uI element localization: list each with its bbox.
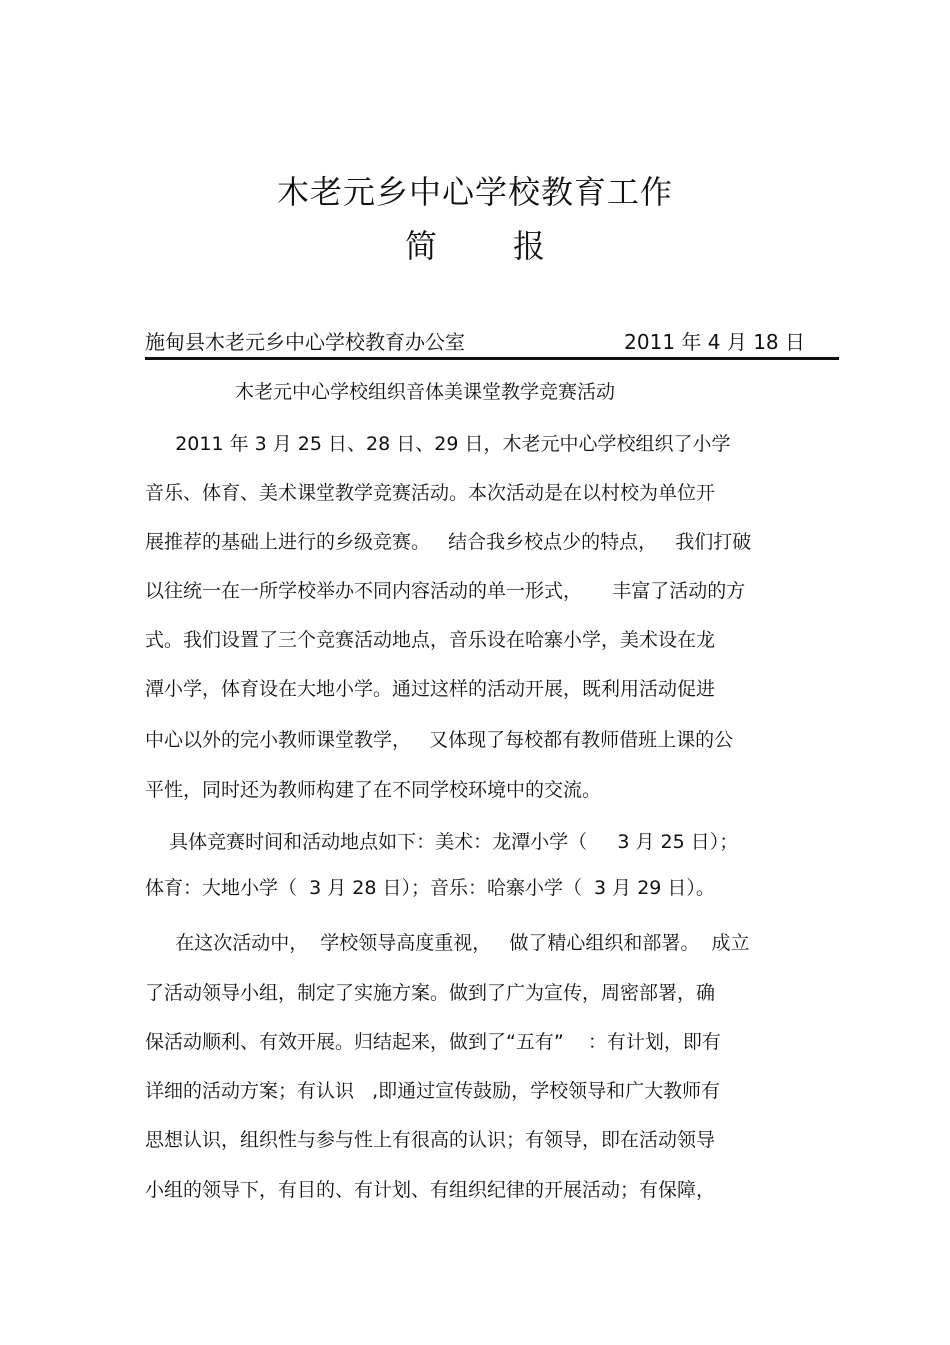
subtitle-char-bao: 报 bbox=[513, 227, 546, 265]
issue-date: 2011 年 4 月 18 日 bbox=[624, 330, 805, 354]
body-line: 思想认识，组织性与参与性上有很高的认识；有领导，即在活动领导 bbox=[145, 1129, 716, 1151]
issuer-date-row bbox=[145, 327, 839, 357]
body-line: 平性，同时还为教师构建了在不同学校环境中的交流。 bbox=[145, 779, 602, 801]
body-line: 2011 年 3 月 25 日、28 日、29 日，木老元中心学校组织了小学 bbox=[145, 433, 731, 455]
body-line: 以往统一在一所学校举办不同内容活动的单一形式， 丰富了活动的方 bbox=[145, 580, 746, 602]
body-line: 音乐、体育、美术课堂教学竞赛活动。本次活动是在以村校为单位开 bbox=[145, 482, 716, 504]
body-line: 在这次活动中， 学校领导高度重视， 做了精心组织和部署。 成立 bbox=[145, 932, 750, 954]
subtitle-char-jian: 简 bbox=[404, 227, 437, 265]
body-line: 展推荐的基础上进行的乡级竞赛。 结合我乡校点少的特点， 我们打破 bbox=[145, 531, 752, 553]
body-line: 潭小学，体育设在大地小学。通过这样的活动开展，既利用活动促进 bbox=[145, 678, 716, 700]
document-subtitle bbox=[0, 226, 950, 266]
document-title: 木老元乡中心学校教育工作 bbox=[276, 173, 673, 211]
body-line: 了活动领导小组，制定了实施方案。做到了广为宣传，周密部署，确 bbox=[145, 982, 716, 1004]
body-line: 中心以外的完小教师课堂教学， 又体现了每校都有教师借班上课的公 bbox=[145, 729, 734, 751]
body-line: 具体竞赛时间和活动地点如下：美术：龙潭小学（ 3 月 25 日）； bbox=[145, 831, 739, 853]
issuer: 施甸县木老元乡中心学校教育办公室 bbox=[145, 330, 465, 354]
body-line: 详细的活动方案；有认识 ,即通过宣传鼓励，学校领导和广大教师有 bbox=[145, 1080, 721, 1102]
article-headline: 木老元中心学校组织音体美课堂教学竞赛活动 bbox=[235, 381, 616, 403]
body-line: 体育：大地小学（ 3 月 28 日）；音乐：哈寨小学（ 3 月 29 日）。 bbox=[145, 877, 715, 899]
body-line: 保活动顺利、有效开展。归结起来，做到了“五有” ：有计划，即有 bbox=[145, 1031, 721, 1053]
body-line: 式。我们设置了三个竞赛活动地点，音乐设在哈寨小学，美术设在龙 bbox=[145, 629, 716, 651]
header-divider bbox=[145, 357, 839, 360]
body-line: 小组的领导下，有目的、有计划、有组织纪律的开展活动；有保障， bbox=[145, 1179, 716, 1201]
